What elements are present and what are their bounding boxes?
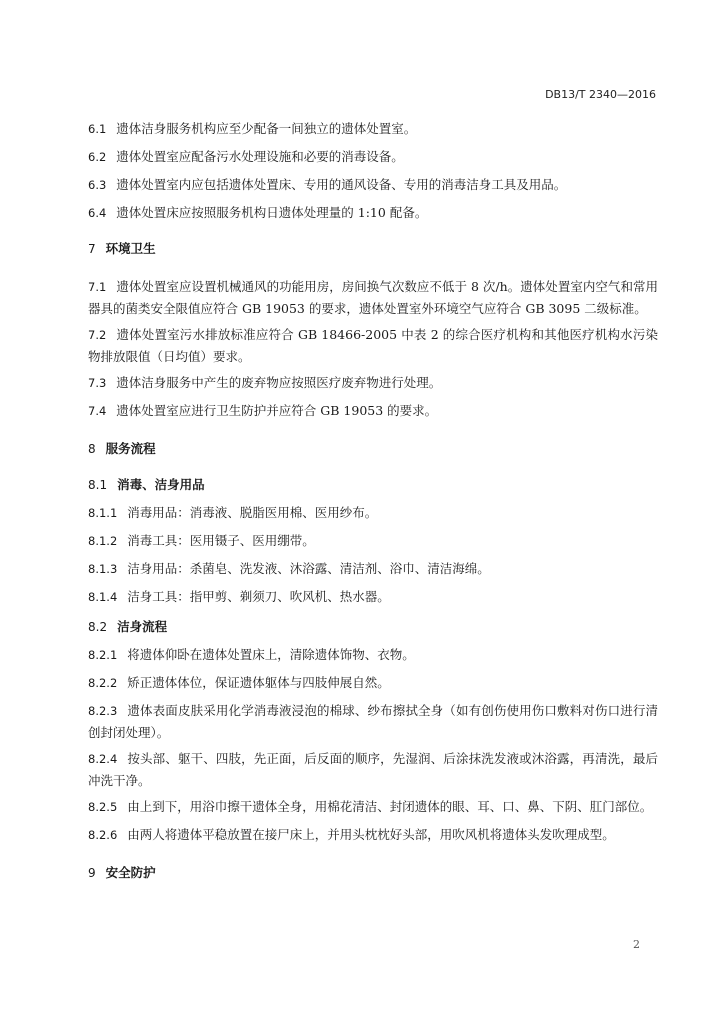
clause-number: 8.2.6 <box>88 828 118 842</box>
clause-number: 6.2 <box>88 150 107 164</box>
clause-number: 8.1.4 <box>88 590 118 604</box>
clause-text: 遗体洁身服务机构应至少配备一间独立的遗体处置室。 <box>116 121 417 136</box>
clause-text: 矫正遗体体位，保证遗体躯体与四肢伸展自然。 <box>127 675 390 690</box>
clause-text: 遗体处置室内应包括遗体处置床、专用的通风设备、专用的消毒洁身工具及用品。 <box>116 177 567 192</box>
clause-text: 遗体处置室污水排放标准应符合 GB 18466-2005 中表 2 的综合医疗机构和其他医疗机构水污染物排放限值（日均值）要求。 <box>88 327 658 364</box>
clause-number: 8.1.2 <box>88 534 118 548</box>
clause-6-1 <box>88 118 416 140</box>
clause-8-1-4 <box>88 586 390 608</box>
clause-text: 由上到下，用浴巾擦干遗体全身，用棉花清洁、封闭遗体的眼、耳、口、鼻、下阴、肛门部位。 <box>127 799 653 814</box>
clause-number: 7.4 <box>88 404 107 418</box>
subsection-title: 消毒、洁身用品 <box>117 477 205 492</box>
section-heading-7 <box>88 238 156 260</box>
clause-number: 8.2.4 <box>88 752 118 766</box>
clause-number: 6.3 <box>88 178 107 192</box>
clause-text: 遗体处置室应配备污水处理设施和必要的消毒设备。 <box>116 149 404 164</box>
clause-8-1-2 <box>88 530 315 552</box>
section-title: 服务流程 <box>105 441 156 456</box>
subsection-number: 8.2 <box>88 620 108 634</box>
standard-code: DB13/T 2340—2016 <box>545 88 656 101</box>
clause-7-3 <box>88 372 441 394</box>
clause-number: 7.1 <box>88 280 107 294</box>
section-number: 9 <box>88 866 96 880</box>
clause-number: 6.1 <box>88 122 107 136</box>
section-heading-8 <box>88 438 156 460</box>
clause-number: 8.1.1 <box>88 506 118 520</box>
clause-text: 遗体处置室应进行卫生防护并应符合 GB 19053 的要求。 <box>116 403 438 418</box>
clause-text: 由两人将遗体平稳放置在接尸床上，并用头枕枕好头部，用吹风机将遗体头发吹理成型。 <box>127 827 615 842</box>
clause-7-4 <box>88 400 437 422</box>
section-number: 7 <box>88 242 96 256</box>
page-number: 2 <box>633 938 640 951</box>
section-number: 8 <box>88 442 96 456</box>
subsection-heading-8-1 <box>88 474 205 496</box>
clause-text: 消毒工具：医用镊子、医用绷带。 <box>127 533 315 548</box>
clause-7-2 <box>88 324 658 367</box>
clause-text: 洁身工具：指甲剪、剃须刀、吹风机、热水器。 <box>127 589 390 604</box>
section-heading-9 <box>88 862 156 884</box>
clause-number: 8.2.3 <box>88 704 118 718</box>
clause-text: 遗体处置床应按照服务机构日遗体处理量的 1:10 配备。 <box>116 205 428 220</box>
clause-text: 消毒用品：消毒液、脱脂医用棉、医用纱布。 <box>127 505 378 520</box>
clause-number: 7.3 <box>88 376 107 390</box>
section-title: 安全防护 <box>105 865 156 880</box>
clause-8-2-6 <box>88 824 658 846</box>
clause-6-3 <box>88 174 566 196</box>
clause-number: 8.2.2 <box>88 676 118 690</box>
clause-6-4 <box>88 202 427 224</box>
subsection-heading-8-2 <box>88 616 167 638</box>
clause-number: 8.2.5 <box>88 800 118 814</box>
clause-text: 洁身用品：杀菌皂、洗发液、沐浴露、清洁剂、浴巾、清洁海绵。 <box>127 561 490 576</box>
clause-8-2-4 <box>88 748 658 791</box>
clause-8-2-3 <box>88 700 658 743</box>
clause-number: 8.2.1 <box>88 648 118 662</box>
clause-text: 遗体处置室应设置机械通风的功能用房，房间换气次数应不低于 8 次/h。遗体处置室内空气和常用器具的菌类安全限值应符合 GB 19053 的要求，遗体处置室外环境空气应符合 GB 3095 二级标准。 <box>88 279 658 316</box>
clause-8-2-2 <box>88 672 390 694</box>
clause-7-1 <box>88 276 658 319</box>
clause-text: 按头部、躯干、四肢，先正面，后反面的顺序，先湿润、后涂抹洗发液或沐浴露，再清洗，最后冲洗干净。 <box>88 751 658 788</box>
subsection-number: 8.1 <box>88 478 108 492</box>
clause-8-2-5 <box>88 796 658 818</box>
clause-text: 将遗体仰卧在遗体处置床上，清除遗体饰物、衣物。 <box>127 647 415 662</box>
clause-number: 8.1.3 <box>88 562 118 576</box>
clause-8-1-3 <box>88 558 490 580</box>
clause-text: 遗体洁身服务中产生的废弃物应按照医疗废弃物进行处理。 <box>116 375 442 390</box>
clause-8-1-1 <box>88 502 377 524</box>
section-title: 环境卫生 <box>105 241 156 256</box>
clause-8-2-1 <box>88 644 415 666</box>
clause-text: 遗体表面皮肤采用化学消毒液浸泡的棉球、纱布擦拭全身（如有创伤使用伤口敷料对伤口进行清创封闭处理）。 <box>88 703 658 740</box>
clause-number: 6.4 <box>88 206 107 220</box>
clause-6-2 <box>88 146 404 168</box>
clause-number: 7.2 <box>88 328 107 342</box>
subsection-title: 洁身流程 <box>117 619 168 634</box>
